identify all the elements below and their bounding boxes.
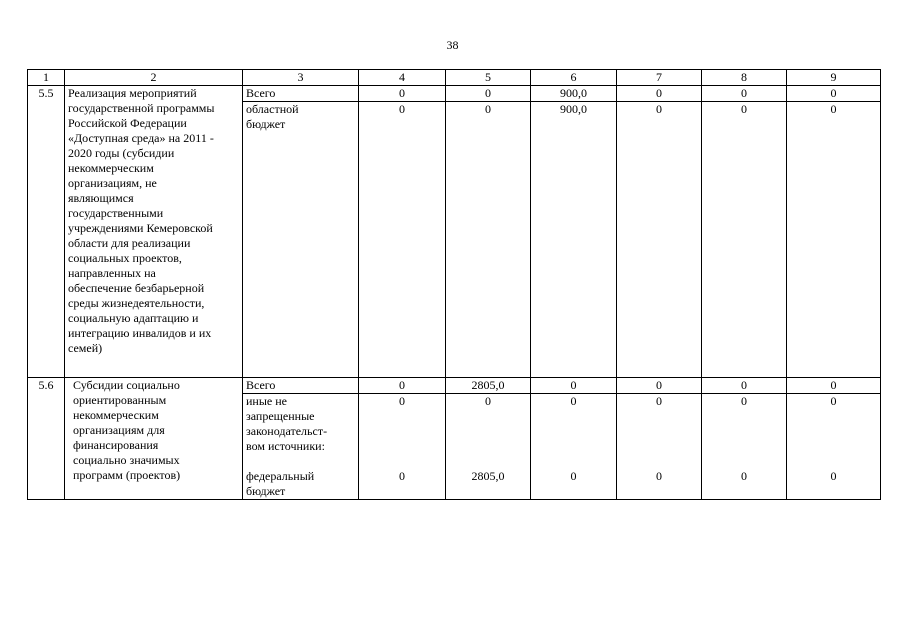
row-number: 5.6 [28,378,65,500]
value-cell: 0 [359,378,446,394]
value-cell: 0 [787,86,881,102]
value-cell: 0 [359,469,446,500]
col-header-3: 3 [243,70,359,86]
col-header-6: 6 [531,70,617,86]
col-header-5: 5 [446,70,531,86]
value-cell: 900,0 [531,102,617,378]
value-cell: 0 [702,469,787,500]
col-header-9: 9 [787,70,881,86]
table-row [28,86,881,102]
col-header-8: 8 [702,70,787,86]
value-cell: 0 [702,378,787,394]
funding-source: Всего [243,378,359,394]
value-cell: 0 [787,378,881,394]
value-cell: 0 [359,86,446,102]
page-number: 38 [446,38,459,52]
funding-source: Всего [243,86,359,102]
funding-source: областной бюджет [243,102,359,378]
value-cell: 0 [787,394,881,470]
value-cell: 0 [617,394,702,470]
row-number: 5.5 [28,86,65,378]
value-cell: 0 [531,394,617,470]
value-cell: 0 [702,102,787,378]
value-cell: 0 [531,469,617,500]
value-cell: 0 [446,394,531,470]
value-cell: 0 [617,469,702,500]
col-header-7: 7 [617,70,702,86]
value-cell: 0 [702,86,787,102]
value-cell: 0 [359,102,446,378]
col-header-1: 1 [28,70,65,86]
measure-name: Реализация мероприятий государственной программы Российской Федерации «Доступная среда» на 2011 - 2020 годы (субсидии некоммерческим организациям, не являющимся государственными учреждениями Кемеровской области для реализации социальных проектов, направленных на обеспечение безбарьерной среды жизнедеятельности, социальную адаптацию и интеграцию инвалидов и их семей) [65,86,243,378]
funding-source: федеральный бюджет [243,469,359,500]
value-cell: 0 [617,86,702,102]
header-row [28,70,881,86]
value-cell: 2805,0 [446,378,531,394]
col-header-2: 2 [65,70,243,86]
value-cell: 0 [531,378,617,394]
value-cell: 0 [446,102,531,378]
budget-table [27,69,881,500]
value-cell: 0 [359,394,446,470]
value-cell: 900,0 [531,86,617,102]
value-cell: 0 [702,394,787,470]
measure-name: Субсидии социально ориентированным некоммерческим организациям для финансирования социально значимых программ (проектов) [65,378,243,500]
value-cell: 0 [787,469,881,500]
value-cell: 0 [617,378,702,394]
value-cell: 0 [617,102,702,378]
value-cell: 0 [446,86,531,102]
table-row [28,378,881,394]
value-cell: 0 [787,102,881,378]
col-header-4: 4 [359,70,446,86]
funding-source: иные не запрещенные законодательст- вом источники: [243,394,359,470]
value-cell: 2805,0 [446,469,531,500]
